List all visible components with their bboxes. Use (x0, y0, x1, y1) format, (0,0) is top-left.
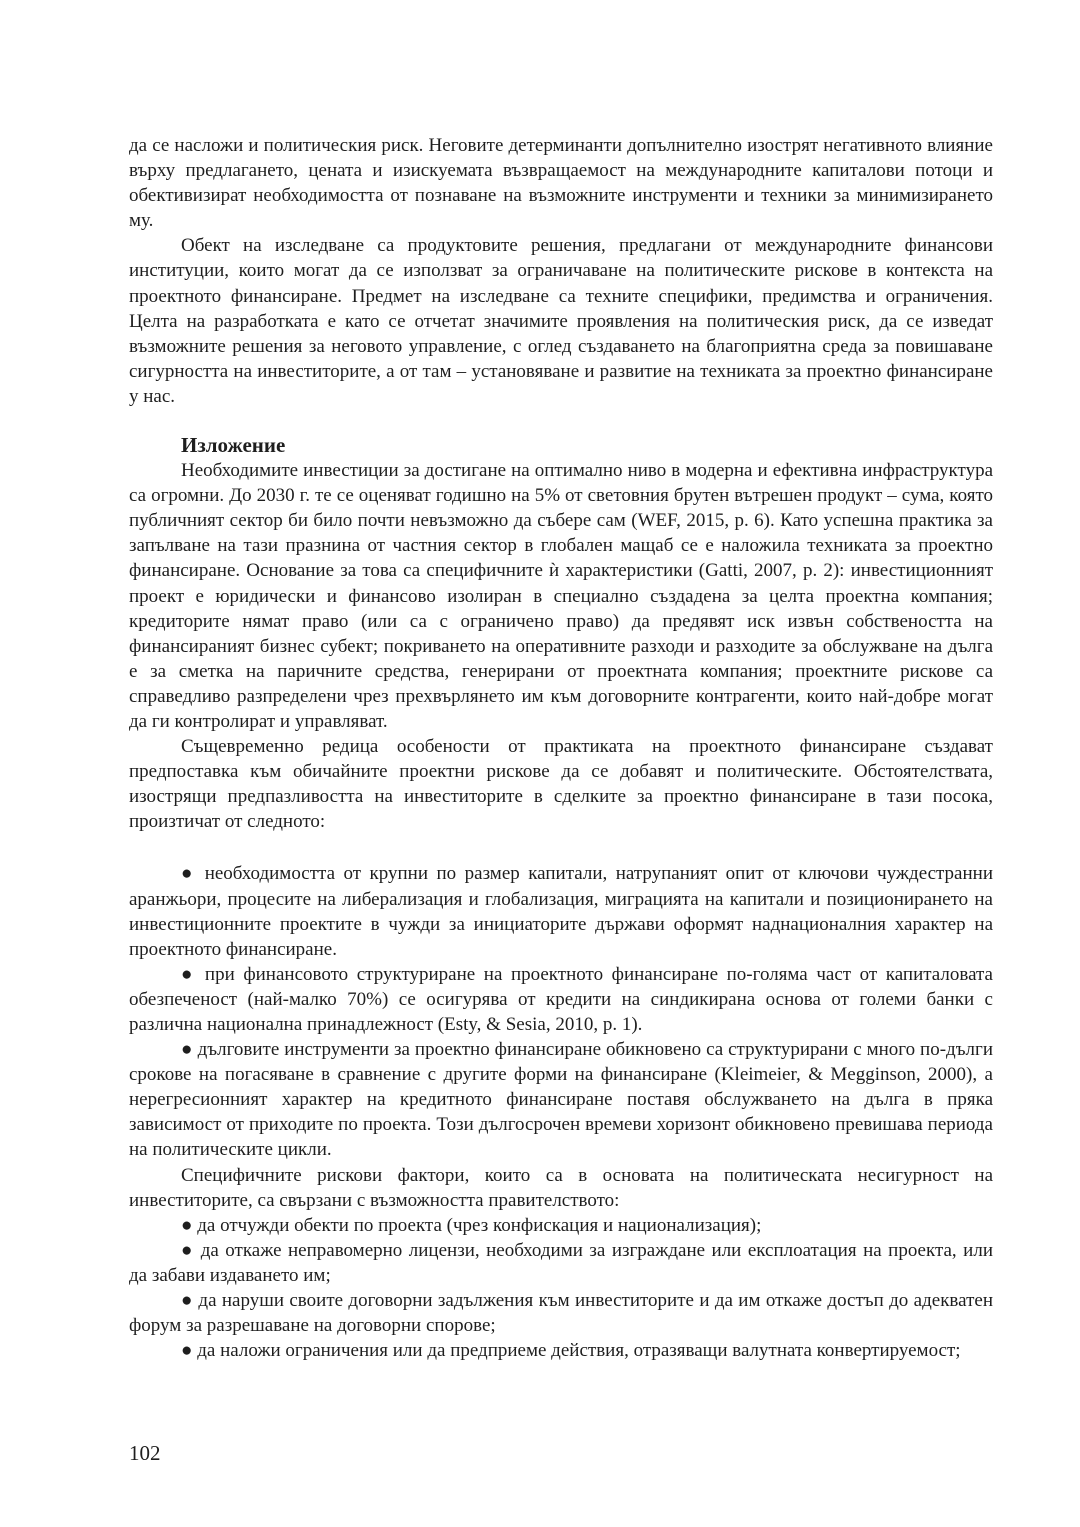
paragraph-political-risk: Същевременно редица особености от практиката на проектното финансиране създават предпоставка към обичайните проектни рискове да се добавят и политическите. Обстоятелствата, изострящи предпазливостта на инвеститорите в сделките за проектно финансиране в тази посока, произтичат от следното: (129, 736, 993, 833)
page-number: 102 (129, 1441, 161, 1465)
bullet-item: ● да наруши своите договорни задължения към инвеститорите и да им откаже достъп до адекватен форум за разрешаване на договорни спорове; (129, 1290, 993, 1337)
document-page (129, 133, 993, 1363)
bullet-item: ● да откаже неправомерно лицензи, необходими за изграждане или експлоатация на проекта, или да забави издаването им; (129, 1239, 993, 1286)
paragraph-infrastructure: Необходимите инвестиции за достигане на оптимално ниво в модерна и ефективна инфраструктура са огромни. До 2030 г. те се оценяват годишно на 5% от световния брутен вътрешен продукт – сума, която публичният сектор би било почти невъзможно да събере сам (WEF, 2015, p. 6). Като успешна практика за запълване на тази празнина от частния сектор в глобален мащаб се е наложила техниката за проектно финансиране. Основание за това са специфичните ѝ характеристики (Gatti, 2007, p. 2): инвестиционният проект е юридически и финансово изолиран в специално създадена за целта проектна компания; кредиторите нямат право (или са с ограничено право) да предявят иск извън собствеността на финансираният бизнес субект; покриването на оперативните разходи и разходите за обслужване на дълга е за сметка на паричните средства, генерирани от проектната компания; проектните рискове са справедливо разпределени чрез прехвърлянето им към договорните контрагенти, които най-добре могат да ги контролират и управляват. (129, 460, 993, 732)
bullet-item: ● да наложи ограничения или да предприеме действия, отразяващи валутната конвертируемост; (181, 1340, 961, 1362)
paragraph-intro-continuation: да се насложи и политическия риск. Неговите детерминанти допълнително изострят негативното влияние върху предлагането, цената и изискуемата възвращаемост на международните капиталови потоци и обективизират необходимостта от познаване на възможните инструменти и техники за минимизирането му. (129, 135, 993, 232)
section-heading: Изложение (181, 433, 286, 458)
paragraph-risk-factors: Специфичните рискови фактори, които са в основата на политическата несигурност на инвеститорите, са свързани с възможността правителството: (129, 1164, 993, 1211)
spacer (129, 834, 993, 861)
bullet-item: ● необходимостта от крупни по размер капитали, натрупаният опит от ключови чуждестранни аранжьори, процесите на либерализация и глобализация, миграцията на капитали и позиционирането на инвестиционните проектите в чужди за инициаторите държави оформят наднационалния характер на проектното финансиране. (129, 863, 993, 960)
paragraph-research-object: Обект на изследване са продуктовите решения, предлагани от международните финансови институции, които могат да се използват за ограничаване на политическите рискове в контекста на проектното финансиране. Предмет на изследване са техните специфики, предимства и ограничения. Целта на разработката е като се отчетат значимите проявления на политическия риск, да се изведат възможните решения за неговото управление, с оглед създаването на благоприятна среда за повишаване сигурността на инвеститорите, а от там – установяване и развитие на техниката за проектно финансиране у нас. (129, 235, 993, 407)
bullet-item: ● при финансовото структуриране на проектното финансиране по-голяма част от капиталовата обезпеченост (най-малко 70%) се осигурява от кредити на синдикирана основа от големи банки с различна национална принадлежност (Esty, & Sesia, 2010, p. 1). (129, 963, 993, 1035)
bullet-item: ● дълговите инструменти за проектно финансиране обикновено са структурирани с много по-дълги срокове на погасяване в сравнение с другите форми на финансиране (Kleimeier, & Megginson, 2000), а нерегресионният характер на кредитното финансиране поставя обслужването на дълга в пряка зависимост от приходите по проекта. Този дългосрочен времеви хоризонт обикновено превишава периода на политическите цикли. (129, 1039, 993, 1161)
bullet-item: ● да отчужди обекти по проекта (чрез конфискация и национализация); (181, 1214, 762, 1236)
